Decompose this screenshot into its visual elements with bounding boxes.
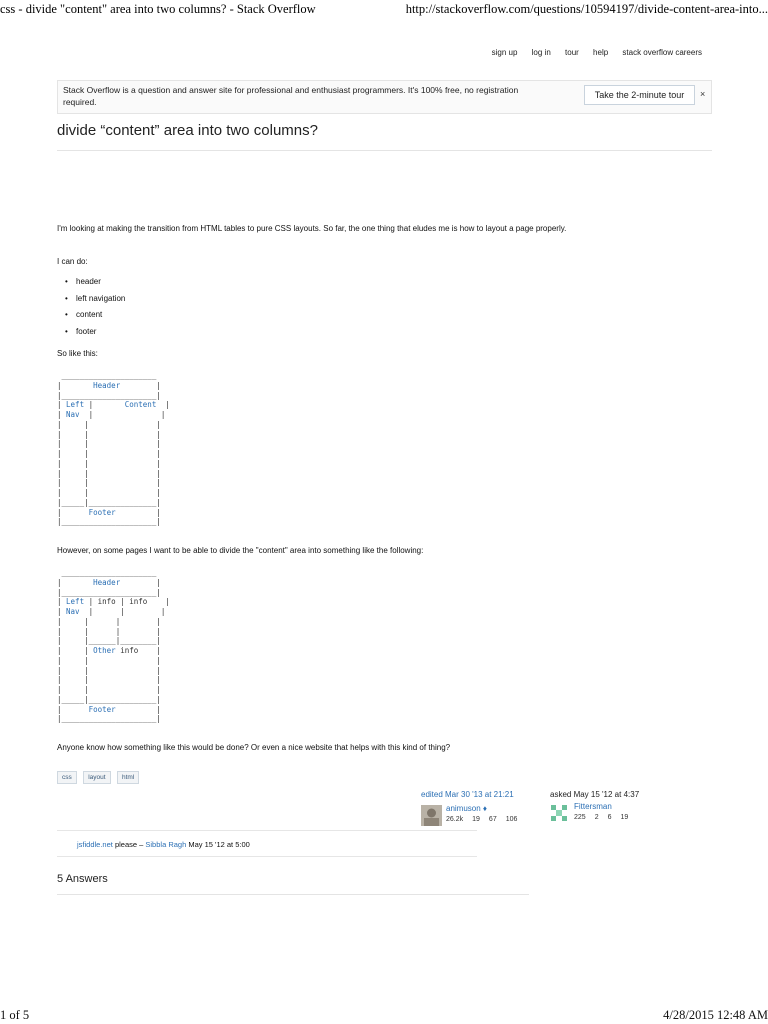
diagram-nav-label: Nav <box>66 410 80 419</box>
help-link[interactable]: help <box>593 48 609 57</box>
diagram-info-label: info <box>120 646 139 655</box>
print-page-title: css - divide "content" area into two columns? - Stack Overflow <box>0 2 316 16</box>
welcome-notice <box>57 80 712 114</box>
diagram-header-label: Header <box>93 577 121 587</box>
question-title[interactable]: divide “content” area into two columns? <box>57 122 318 139</box>
divider <box>57 894 529 895</box>
list-item: • content <box>57 309 125 326</box>
tag-list <box>57 766 141 784</box>
print-footer <box>0 1008 768 1022</box>
list-item: • footer <box>57 326 125 343</box>
top-navigation <box>480 48 702 57</box>
question-closing: Anyone know how something like this would be done? Or even a nice website that helps with this kind of thing? <box>57 743 451 752</box>
tag-css[interactable]: css <box>57 771 77 784</box>
page-number: 1 of 5 <box>0 1008 30 1022</box>
question-so-like: So like this: <box>57 349 98 358</box>
diagram-info-label: info <box>97 597 116 607</box>
print-header <box>0 2 768 18</box>
asked-signature <box>550 790 670 830</box>
question-can-do: I can do: <box>57 257 88 266</box>
diagram-info-label: info <box>129 597 148 607</box>
close-icon[interactable]: × <box>700 89 706 99</box>
diagram-footer-label: Footer <box>88 507 116 517</box>
editor-reputation: 26.2k 19 67 106 <box>446 816 518 823</box>
take-tour-button[interactable]: Take the 2-minute tour <box>584 85 695 105</box>
divider <box>57 830 477 831</box>
diagram-left-label: Left <box>66 400 85 410</box>
asker-reputation: 225 2 6 19 <box>574 814 629 821</box>
tag-layout[interactable]: layout <box>83 771 110 784</box>
answers-heading: 5 Answers <box>57 873 108 885</box>
asked-timestamp: asked May 15 '12 at 4:37 <box>550 790 640 799</box>
avatar[interactable] <box>550 804 568 822</box>
comment-link[interactable]: jsfiddle.net <box>77 840 113 849</box>
edited-signature <box>421 790 541 830</box>
diagram-other-label: Other <box>93 646 116 655</box>
diagram-nav-label: Nav <box>66 607 80 616</box>
question-however: However, on some pages I want to be able to divide the "content" area into something like the following: <box>57 546 424 555</box>
diagram-footer-label: Footer <box>88 704 116 714</box>
diagram-header-label: Header <box>93 380 121 390</box>
comment-date: May 15 '12 at 5:00 <box>186 840 250 849</box>
careers-link[interactable]: stack overflow careers <box>622 48 702 57</box>
login-link[interactable]: log in <box>531 48 551 57</box>
layout-diagram-two: _____________________ | Header | |_____________________| | Left | info | info | | Nav | | | | | | | | | | | | |______|________| | | Other info | | | | | | | | | | | | | |_____|_______________| | Footer | |_____________________| <box>57 568 170 724</box>
tour-link[interactable]: tour <box>565 48 579 57</box>
tag-html[interactable]: html <box>117 771 139 784</box>
diagram-content-label: Content <box>124 400 157 410</box>
comment-user[interactable]: Sibbla Ragh <box>145 840 187 849</box>
divider <box>57 856 477 857</box>
asker-username[interactable]: Fittersman <box>574 802 612 811</box>
list-item: • left navigation <box>57 293 125 310</box>
divider <box>57 150 712 151</box>
comment <box>77 840 250 849</box>
signup-link[interactable]: sign up <box>491 48 518 57</box>
avatar[interactable] <box>421 805 442 826</box>
print-datetime: 4/28/2015 12:48 AM <box>663 1008 768 1022</box>
diagram-left-label: Left <box>66 597 85 607</box>
print-page-url: http://stackoverflow.com/questions/10594197/divide-content-area-into... <box>405 2 768 16</box>
layout-diagram-one: _____________________ | Header | |_____________________| | Left | Content | | Nav | | | | | | | | | | | | | | | | | | | | | | | | | | |_____|_______________| | Footer | |_____________________| <box>57 371 170 527</box>
editor-username[interactable]: animuson ♦ <box>446 804 487 813</box>
list-item: • header <box>57 276 125 293</box>
question-intro: I'm looking at making the transition from HTML tables to pure CSS layouts. So far, the one thing that eludes me is how to layout a page properly. <box>57 224 567 233</box>
notice-message: Stack Overflow is a question and answer site for professional and enthusiast programmers. It's 100% free, no registration required. <box>63 85 519 107</box>
comment-text: please – <box>112 840 146 849</box>
bullet-list <box>57 276 125 342</box>
edited-timestamp[interactable]: edited Mar 30 '13 at 21:21 <box>421 790 514 799</box>
